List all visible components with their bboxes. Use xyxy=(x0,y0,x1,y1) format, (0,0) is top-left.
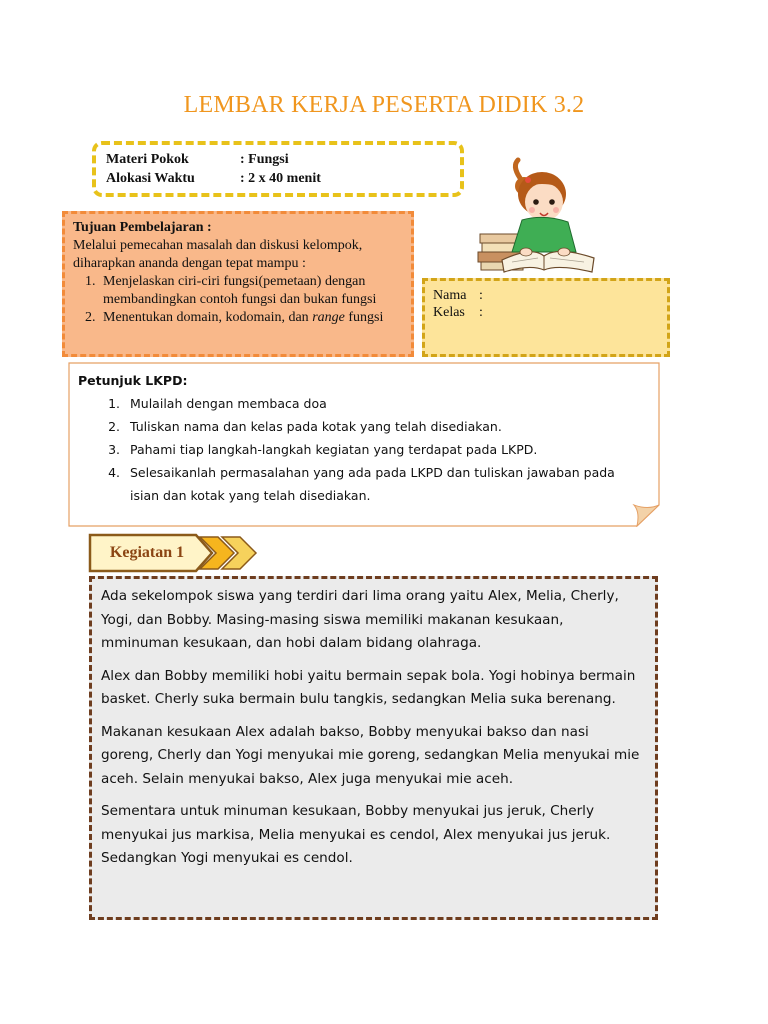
instructions-list xyxy=(78,392,638,507)
girl-reading-illustration xyxy=(472,152,612,277)
instruction-item: 4. Selesaikanlah permasalahan yang ada pada LKPD dan tuliskan jawaban pada isian dan kotak yang telah disediakan. xyxy=(124,461,638,507)
objectives-intro: Melalui pemecahan masalah dan diskusi kelompok, diharapkan ananda dengan tepat mampu : xyxy=(73,238,363,271)
objective-item: 1. Menjelaskan ciri-ciri fungsi(pemetaan) dengan membandingkan contoh fungsi dan bukan fungsi xyxy=(99,273,403,309)
instruction-item: 3. Pahami tiap langkah-langkah kegiatan yang terdapat pada LKPD. xyxy=(124,438,638,461)
material-info-box xyxy=(92,141,464,197)
objectives-heading: Tujuan Pembelajaran : xyxy=(73,220,212,235)
materi-value: : Fungsi xyxy=(240,152,289,167)
waktu-row xyxy=(106,169,460,188)
waktu-value: : 2 x 40 menit xyxy=(240,171,321,186)
objectives-list xyxy=(73,273,403,327)
nama-separator: : xyxy=(479,288,483,303)
story-paragraph: Makanan kesukaan Alex adalah bakso, Bobby menyukai bakso dan nasi goreng, Cherly dan Yogi menyukai mie goreng, sedangkan Melia menyukai mie aceh. Selain menyukai bakso, Alex juga menyukai mie aceh. xyxy=(101,723,640,787)
learning-objectives-box xyxy=(62,211,414,357)
student-identity-box xyxy=(422,278,670,357)
kelas-row xyxy=(433,304,667,321)
story-paragraph: Alex dan Bobby memiliki hobi yaitu bermain sepak bola. Yogi hobinya bermain basket. Cherly suka bermain bulu tangkis, sedangkan Melia suka berenang. xyxy=(101,667,636,707)
instruction-item: 1. Mulailah dengan membaca doa xyxy=(124,392,638,415)
objective-text: Menentukan domain, kodomain, dan xyxy=(103,310,313,325)
instructions-content xyxy=(78,369,638,507)
materi-label: Materi Pokok xyxy=(106,152,189,167)
nama-label: Nama xyxy=(433,288,467,303)
instructions-heading: Petunjuk LKPD: xyxy=(78,373,188,388)
waktu-label: Alokasi Waktu xyxy=(106,171,195,186)
objective-item xyxy=(99,309,403,327)
materi-row xyxy=(106,150,460,169)
activity-story-box xyxy=(89,576,658,920)
kelas-label: Kelas xyxy=(433,305,465,320)
objective-italic-term: range xyxy=(312,310,345,325)
kelas-separator: : xyxy=(479,305,483,320)
story-paragraph: Ada sekelompok siswa yang terdiri dari lima orang yaitu Alex, Melia, Cherly, Yogi, dan Bobby. Masing-masing siswa memiliki makanan kesukaan, mminuman kesukaan, dan hobi dalam bidang olahraga. xyxy=(101,588,619,651)
nama-row xyxy=(433,287,667,304)
page-title: LEMBAR KERJA PESERTA DIDIK 3.2 xyxy=(183,92,585,118)
story-paragraph: Sementara untuk minuman kesukaan, Bobby menyukai jus jeruk, Cherly menyukai jus markisa, Melia menyukai es cendol, Alex menyukai jus jeruk. Sedangkan Yogi menyukai es cendol. xyxy=(101,803,611,866)
instruction-item: 2. Tuliskan nama dan kelas pada kotak yang telah disediakan. xyxy=(124,415,638,438)
activity-label: Kegiatan 1 xyxy=(109,544,185,561)
objective-text: fungsi xyxy=(344,310,384,325)
